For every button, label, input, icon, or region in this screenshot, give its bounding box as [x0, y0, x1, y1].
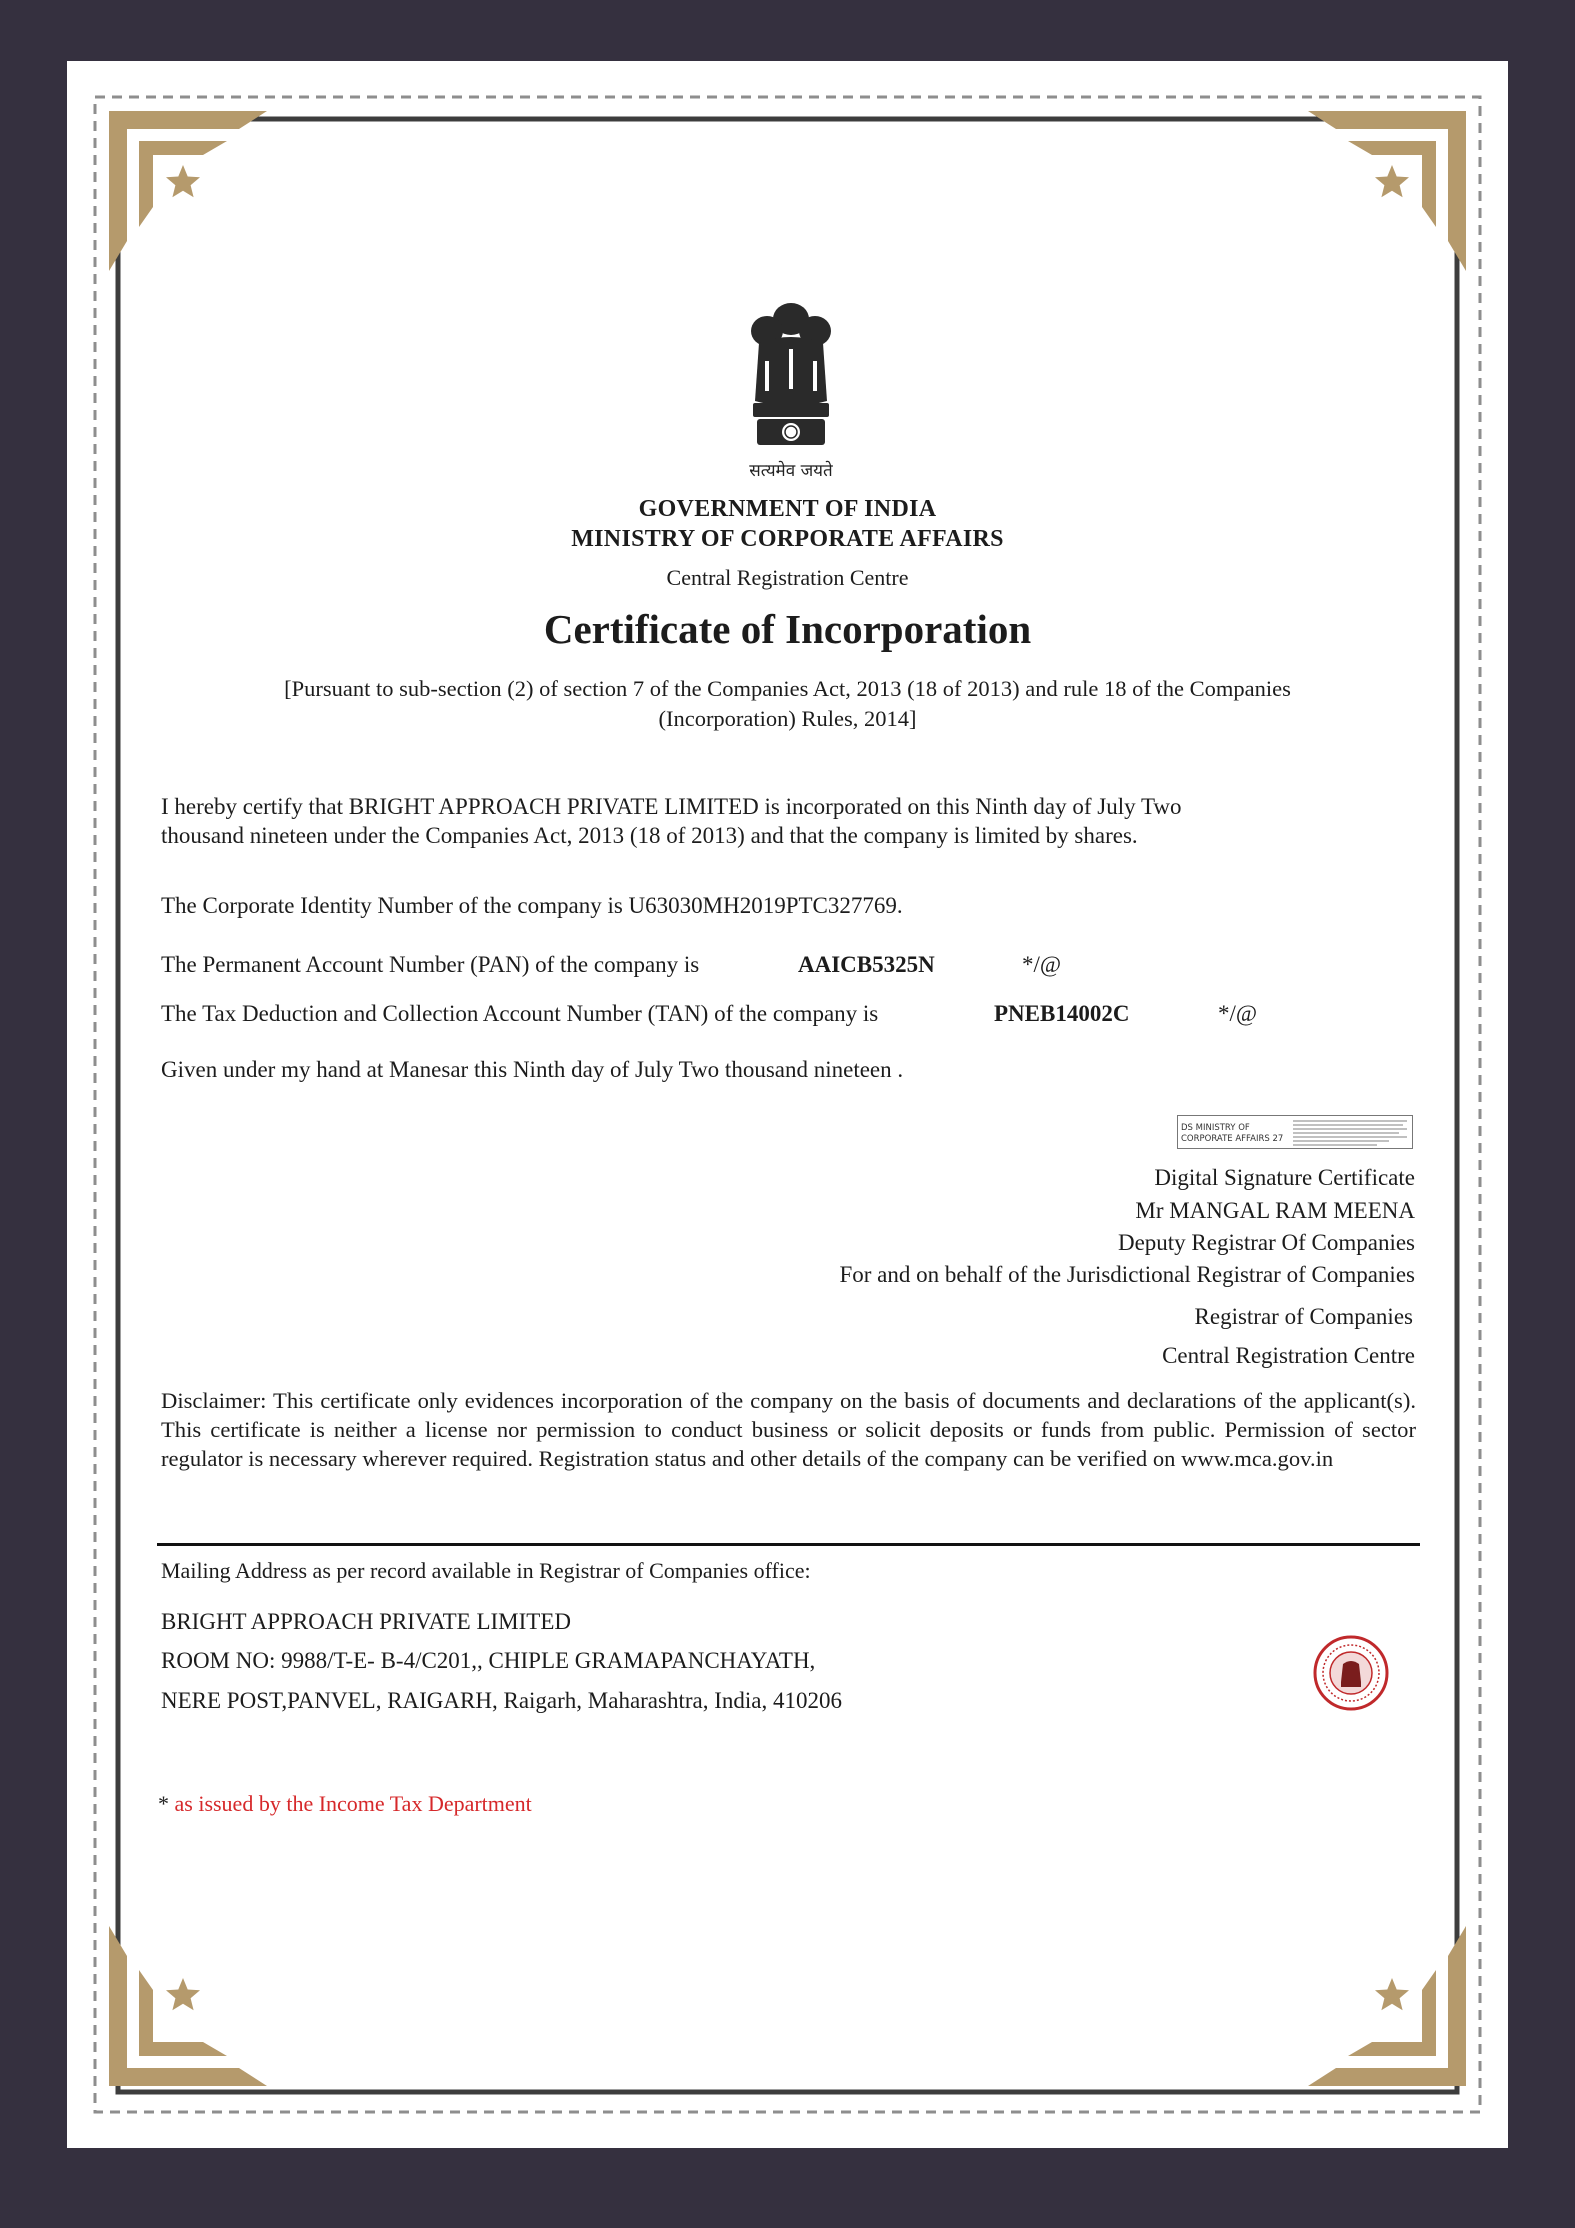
svg-text:CORPORATE AFFAIRS 27: CORPORATE AFFAIRS 27: [1181, 1134, 1284, 1144]
signatory-behalf: For and on behalf of the Jurisdictional Registrar of Companies: [839, 1262, 1415, 1287]
address-line-2: ROOM NO: 9988/T-E- B-4/C201,, CHIPLE GRAMAPANCHAYATH,: [161, 1648, 816, 1673]
footnote: [158, 1791, 532, 1817]
mailing-address-heading: Mailing Address as per record available in Registrar of Companies office:: [161, 1558, 811, 1583]
address-line-1: BRIGHT APPROACH PRIVATE LIMITED: [161, 1609, 572, 1634]
tan-label: The Tax Deduction and Collection Account Number (TAN) of the company is: [161, 1001, 879, 1026]
signatory-registrar: Registrar of Companies: [1194, 1304, 1413, 1329]
signatory-name: Mr MANGAL RAM MEENA: [1135, 1198, 1415, 1223]
digital-signature-stamp: [1177, 1115, 1413, 1149]
pan-value: AAICB5325N: [798, 952, 935, 977]
pursuant-clause-line-1: [Pursuant to sub-section (2) of section 7 of the Companies Act, 2013 (18 of 2013) and rule 18 of the Companies: [284, 676, 1291, 701]
ministry-heading: MINISTRY OF CORPORATE AFFAIRS: [571, 526, 1004, 552]
disclaimer-text: Disclaimer: This certificate only evidences incorporation of the company on the basis of documents and declarations of the applicant(s). This certificate is neither a license nor permission to conduct business or solicit deposits or funds from public. Permission of sector regulator is necessary wherever required. Registration status and other details of the company can be verified on www.mca.gov.in: [161, 1388, 1416, 1471]
address-line-3: NERE POST,PANVEL, RAIGARH, Raigarh, Maharashtra, India, 410206: [161, 1688, 842, 1713]
pan-label: The Permanent Account Number (PAN) of the company is: [161, 952, 700, 977]
signatory-centre: Central Registration Centre: [1162, 1343, 1415, 1368]
tan-value: PNEB14002C: [994, 1001, 1130, 1026]
pursuant-clause-line-2: (Incorporation) Rules, 2014]: [658, 706, 917, 731]
cin-statement: The Corporate Identity Number of the company is U63030MH2019PTC327769.: [161, 893, 903, 918]
svg-text:DS MINISTRY OF: DS MINISTRY OF: [1181, 1123, 1250, 1133]
section-divider: [157, 1543, 1420, 1546]
footnote-star: *: [158, 1791, 169, 1816]
certify-line-1: I hereby certify that BRIGHT APPROACH PRIVATE LIMITED is incorporated on this Ninth day of July Two: [161, 794, 1182, 819]
national-emblem-icon: [731, 291, 851, 501]
signature-dsc-label: Digital Signature Certificate: [1154, 1165, 1415, 1190]
certificate-content: [67, 61, 1508, 2148]
certificate-sheet: [67, 61, 1508, 2148]
government-heading: GOVERNMENT OF INDIA: [638, 496, 937, 522]
centre-heading: Central Registration Centre: [666, 565, 909, 590]
svg-text:सत्यमेव जयते: सत्यमेव जयते: [749, 461, 833, 481]
footnote-text: as issued by the Income Tax Department: [174, 1791, 532, 1816]
certify-line-2: thousand nineteen under the Companies Act, 2013 (18 of 2013) and that the company is limited by shares.: [161, 823, 1138, 848]
certificate-title: Certificate of Incorporation: [543, 606, 1032, 652]
signatory-designation: Deputy Registrar Of Companies: [1117, 1230, 1415, 1255]
given-under-hand-line: Given under my hand at Manesar this Ninth day of July Two thousand nineteen .: [161, 1057, 904, 1082]
tan-footnote-mark: */@: [1218, 1001, 1258, 1026]
pan-footnote-mark: */@: [1022, 952, 1062, 977]
registrar-seal-icon: [1312, 1634, 1390, 1712]
